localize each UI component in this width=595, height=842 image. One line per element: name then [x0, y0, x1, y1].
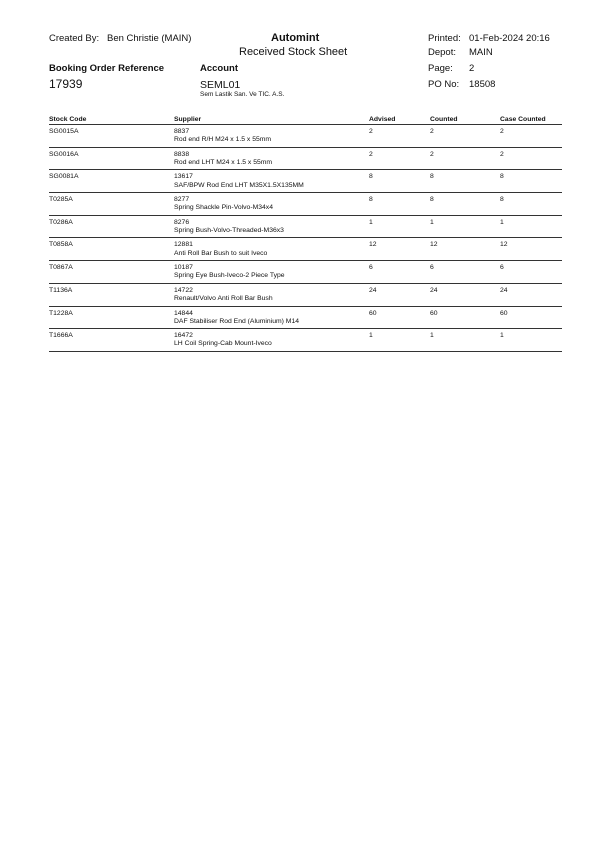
supplier-number: 8276 [174, 218, 190, 226]
supplier-number: 14722 [174, 286, 193, 294]
counted-cell: 1 [430, 218, 434, 226]
page-label: Page: [428, 63, 453, 74]
supplier-description: Spring Shackle Pin-Volvo-M34x4 [174, 204, 273, 212]
supplier-description: Rod end LHT M24 x 1.5 x 55mm [174, 158, 273, 166]
supplier-description: DAF Stabiliser Rod End (Aluminium) M14 [174, 317, 300, 325]
stock-code-cell: SG0016A [49, 150, 79, 158]
created-by-value: Ben Christie (MAIN) [107, 33, 192, 44]
stock-code-cell: T0286A [49, 218, 73, 226]
printed-value: 01-Feb-2024 20:16 [469, 33, 550, 44]
supplier-cell [174, 310, 299, 326]
advised-cell: 12 [369, 241, 377, 249]
account-code: SEML01 [200, 79, 241, 91]
stock-code-cell: T0867A [49, 264, 73, 272]
stock-table [49, 116, 562, 352]
printed-label: Printed: [428, 33, 461, 44]
supplier-description: SAF/BPW Rod End LHT M35X1.5X135MM [174, 181, 304, 189]
table-row [49, 124, 562, 147]
account-name: Sem Lastik San. Ve TIC. A.S. [200, 91, 285, 98]
counted-cell: 1 [430, 332, 434, 340]
supplier-description: Rod end R/H M24 x 1.5 x 55mm [174, 136, 272, 144]
supplier-number: 13617 [174, 173, 193, 181]
supplier-description: Spring Bush-Volvo-Threaded-M36x3 [174, 226, 284, 234]
created-by-label: Created By: [49, 33, 100, 44]
col-header-stock-code: Stock Code [49, 116, 87, 123]
stock-code-cell: T1666A [49, 332, 73, 340]
advised-cell: 8 [369, 196, 373, 204]
booking-ref-value: 17939 [49, 77, 83, 91]
case-counted-cell: 2 [500, 150, 504, 158]
supplier-cell [174, 287, 273, 303]
case-counted-cell: 1 [500, 332, 504, 340]
supplier-cell [174, 241, 267, 257]
counted-cell: 6 [430, 264, 434, 272]
depot-value: MAIN [469, 47, 493, 58]
table-row [49, 147, 562, 170]
page-value: 2 [469, 63, 475, 74]
table-row [49, 283, 562, 306]
table-row [49, 306, 562, 329]
advised-cell: 2 [369, 150, 373, 158]
stock-code-cell: SG0015A [49, 128, 79, 135]
supplier-number: 10187 [174, 264, 193, 272]
advised-cell: 6 [369, 264, 373, 272]
supplier-number: 14844 [174, 309, 193, 317]
case-counted-cell: 8 [500, 173, 504, 181]
supplier-cell [174, 196, 273, 212]
col-header-counted: Counted [430, 116, 458, 123]
counted-cell: 2 [430, 128, 434, 135]
stock-code-cell: T0858A [49, 241, 73, 249]
stock-code-cell: T0285A [49, 196, 73, 204]
table-row [49, 260, 562, 283]
advised-cell: 1 [369, 332, 373, 340]
company-name: Automint [271, 32, 320, 44]
counted-cell: 8 [430, 173, 434, 181]
supplier-cell [174, 173, 304, 189]
supplier-number: 12881 [174, 241, 193, 249]
col-header-case-counted: Case Counted [500, 116, 546, 123]
advised-cell: 60 [369, 309, 377, 317]
case-counted-cell: 24 [500, 286, 508, 294]
table-row [49, 169, 562, 192]
table-bottom-rule [49, 351, 562, 352]
supplier-number: 8838 [174, 150, 190, 158]
case-counted-cell: 6 [500, 264, 504, 272]
counted-cell: 60 [430, 309, 438, 317]
case-counted-cell: 2 [500, 128, 504, 135]
booking-ref-label: Booking Order Reference [49, 63, 165, 74]
supplier-description: Renault/Volvo Anti Roll Bar Bush [174, 295, 273, 303]
stock-code-cell: T1136A [49, 286, 73, 294]
sheet-title: Received Stock Sheet [239, 46, 348, 58]
table-row [49, 328, 562, 351]
advised-cell: 24 [369, 286, 377, 294]
supplier-cell [174, 219, 284, 235]
advised-cell: 8 [369, 173, 373, 181]
counted-cell: 8 [430, 196, 434, 204]
depot-label: Depot: [428, 47, 456, 58]
po-value: 18508 [469, 79, 496, 90]
table-row [49, 215, 562, 238]
supplier-cell [174, 128, 271, 144]
advised-cell: 1 [369, 218, 373, 226]
table-header-row [49, 116, 562, 124]
case-counted-cell: 8 [500, 196, 504, 204]
po-label: PO No: [428, 79, 460, 90]
table-body [49, 124, 562, 351]
table-row [49, 192, 562, 215]
supplier-description: Spring Eye Bush-Iveco-2 Piece Type [174, 272, 285, 280]
advised-cell: 2 [369, 128, 373, 135]
case-counted-cell: 60 [500, 309, 508, 317]
supplier-cell [174, 151, 272, 167]
supplier-number: 8837 [174, 128, 190, 135]
stock-code-cell: SG0081A [49, 173, 79, 181]
counted-cell: 2 [430, 150, 434, 158]
supplier-description: Anti Roll Bar Bush to suit Iveco [174, 249, 268, 257]
table-row [49, 237, 562, 260]
supplier-cell [174, 264, 285, 280]
case-counted-cell: 12 [500, 241, 508, 249]
supplier-number: 16472 [174, 332, 193, 340]
case-counted-cell: 1 [500, 218, 504, 226]
col-header-supplier: Supplier [174, 116, 202, 123]
counted-cell: 12 [430, 241, 438, 249]
col-header-advised: Advised [369, 116, 396, 123]
supplier-cell [174, 332, 272, 348]
counted-cell: 24 [430, 286, 438, 294]
stock-code-cell: T1228A [49, 309, 73, 317]
account-label: Account [200, 63, 238, 74]
supplier-description: LH Coil Spring-Cab Mount-Iveco [174, 340, 272, 348]
supplier-number: 8277 [174, 196, 190, 204]
